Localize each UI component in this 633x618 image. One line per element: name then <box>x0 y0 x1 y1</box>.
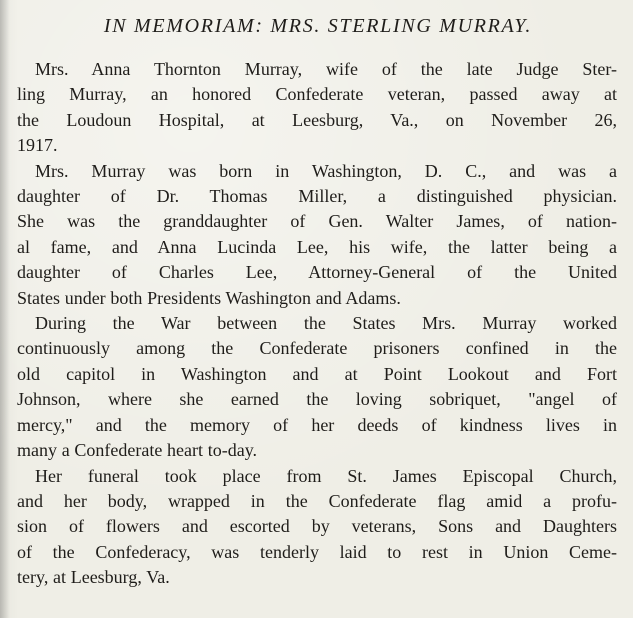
paragraph-2-line-1: Mrs. Murray was born in Washington, D. C., and was a <box>35 160 617 181</box>
paragraph-4-line-5: tery, at Leesburg, Va. <box>17 567 170 588</box>
paragraph-2-line-3: She was the granddaughter of Gen. Walter James, of nation- <box>17 211 617 232</box>
paragraph-4-line-4: of the Confederacy, was tenderly laid to rest in Union Ceme- <box>17 541 617 562</box>
paragraph-1-line-2: ling Murray, an honored Confederate veteran, passed away at <box>17 84 617 105</box>
paragraph-1-line-4: 1917. <box>17 135 58 156</box>
paragraph-3-line-3: old capitol in Washington and at Point Lookout and Fort <box>17 363 617 384</box>
paragraph-2-line-4: al fame, and Anna Lucinda Lee, his wife, the latter being a <box>17 236 617 257</box>
paragraph-4-line-1: Her funeral took place from St. James Episcopal Church, <box>35 465 617 486</box>
paragraph-2-line-5: daughter of Charles Lee, Attorney-General of the United <box>17 262 617 283</box>
paragraph-3-line-1: During the War between the States Mrs. Murray worked <box>35 313 617 334</box>
page-gutter-shadow <box>0 0 10 618</box>
article-title: IN MEMORIAM: MRS. STERLING MURRAY. <box>103 15 533 37</box>
paragraph-3-line-4: Johnson, where she earned the loving sobriquet, "angel of <box>17 389 617 410</box>
paragraph-1-line-1: Mrs. Anna Thornton Murray, wife of the late Judge Ster- <box>35 59 617 79</box>
paragraph-4-line-2: and her body, wrapped in the Confederate flag amid a profu- <box>17 490 617 511</box>
paragraph-3-line-2: continuously among the Confederate prisoners confined in the <box>17 338 617 359</box>
paragraph-3-line-5: mercy," and the memory of her deeds of kindness lives in <box>17 414 617 435</box>
paragraph-3-line-6: many a Confederate heart to-day. <box>17 440 258 461</box>
article-body <box>17 57 617 591</box>
paragraph-2-line-2: daughter of Dr. Thomas Miller, a distinguished physician. <box>17 186 617 207</box>
paragraph-2-line-6: States under both Presidents Washington and Adams. <box>17 287 401 308</box>
paragraph-1-line-3: the Loudoun Hospital, at Leesburg, Va., on November 26, <box>17 109 617 130</box>
paragraph-4-line-3: sion of flowers and escorted by veterans, Sons and Daughters <box>17 516 617 537</box>
